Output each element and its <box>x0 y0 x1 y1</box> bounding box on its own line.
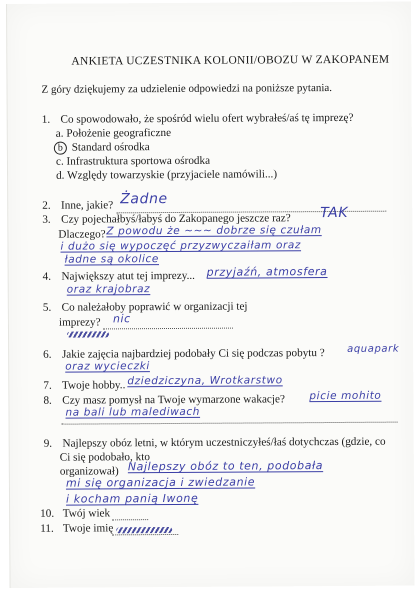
question-2: 2. Inne, jakie? <box>42 199 114 212</box>
question-9: 9. Najlepszy obóz letni, w którym uczestniczyłeś/łaś dotychczas (gdzie, co <box>43 435 386 450</box>
q6-answer-line-1[interactable]: aquapark <box>347 343 400 355</box>
question-11: 11. Twoje imię <box>40 522 114 535</box>
question-6: 6. Jakie zajęcia najbardziej podobały Ci się podczas pobytu ? <box>43 347 325 361</box>
question-5: 5. Co należałoby poprawić w organizacji tej <box>42 300 248 314</box>
q9-answer-line-3[interactable]: i kocham panią Iwonę <box>65 491 199 506</box>
q8-answer-line-1[interactable]: picie mohito <box>309 389 382 403</box>
q1-option-c[interactable]: c. Infrastruktura sportowa ośrodka <box>55 154 211 168</box>
crossed-out-scribble <box>67 331 109 337</box>
q1-option-d[interactable]: d. Względy towarzyskie (przyjaciele namówili...) <box>56 168 278 182</box>
q6-answer-line-2[interactable]: oraz wycieczki <box>65 360 150 373</box>
answer-line <box>103 328 233 330</box>
answer-line <box>62 422 398 425</box>
q3-answer-line-1[interactable]: Z powodu że ~~~ dobrze się czułam <box>106 224 322 238</box>
q9-answer-line-2[interactable]: mi się organizacja i zwiedzanie <box>65 475 256 490</box>
q9-answer-line-1[interactable]: Najlepszy obóz to ten, podobała <box>127 459 324 474</box>
q2-answer[interactable]: Żadne <box>120 191 168 208</box>
selected-circle-mark: b <box>54 142 67 155</box>
q1-option-a[interactable]: a. Położenie geograficzne <box>55 126 172 140</box>
age-answer-line[interactable] <box>112 519 148 520</box>
q3-why-label: Dlaczego? <box>58 228 106 241</box>
question-1: 1. Co spowodowało, że spośród wielu ofert wybrałeś/aś tę imprezę? <box>41 111 354 126</box>
name-answer-line[interactable] <box>112 534 178 535</box>
q8-answer-line-2[interactable]: na bali lub malediwach <box>65 405 201 419</box>
q3-answer-line-2[interactable]: i dużo się wypoczęć przyzwyczaiłam oraz <box>60 239 302 253</box>
survey-page <box>6 2 415 588</box>
question-4: 4. Największy atut tej imprezy... <box>42 269 195 283</box>
q4-answer-line-1[interactable]: przyjaźń, atmosfera <box>206 265 328 279</box>
q3-answer[interactable]: TAK <box>320 204 349 222</box>
question-10: 10. Twój wiek <box>40 507 111 520</box>
redacted-name-scribble <box>116 527 172 533</box>
question-8: 8. Czy masz pomysł na Twoje wymarzone wakacje? <box>43 393 285 407</box>
question-3: 3. Czy pojechałbyś/łabyś do Zakopanego jeszcze raz? <box>42 212 291 226</box>
survey-title: ANKIETA UCZESTNIKA KOLONII/OBOZU W ZAKOPANEM <box>71 53 390 68</box>
question-7: 7. Twoje hobby.. <box>43 379 126 392</box>
q1-option-b[interactable]: b Standard ośrodka <box>56 141 150 155</box>
q5-answer[interactable]: nic <box>112 312 131 326</box>
q5-text-cont: imprezy? <box>58 316 101 329</box>
q9-text-cont-2: organizował) <box>59 465 119 478</box>
q3-answer-line-3[interactable]: ładne są okolice <box>64 253 160 266</box>
q4-answer-line-2[interactable]: oraz krajobraz <box>66 283 151 296</box>
q7-answer[interactable]: dziedziczyna, Wrotkarstwo <box>127 374 283 388</box>
q9-text-cont-1: Ci się podobało, kto <box>59 451 150 464</box>
survey-intro: Z góry dziękujemy za udzielenie odpowiedzi na poniższe pytania. <box>41 82 333 96</box>
